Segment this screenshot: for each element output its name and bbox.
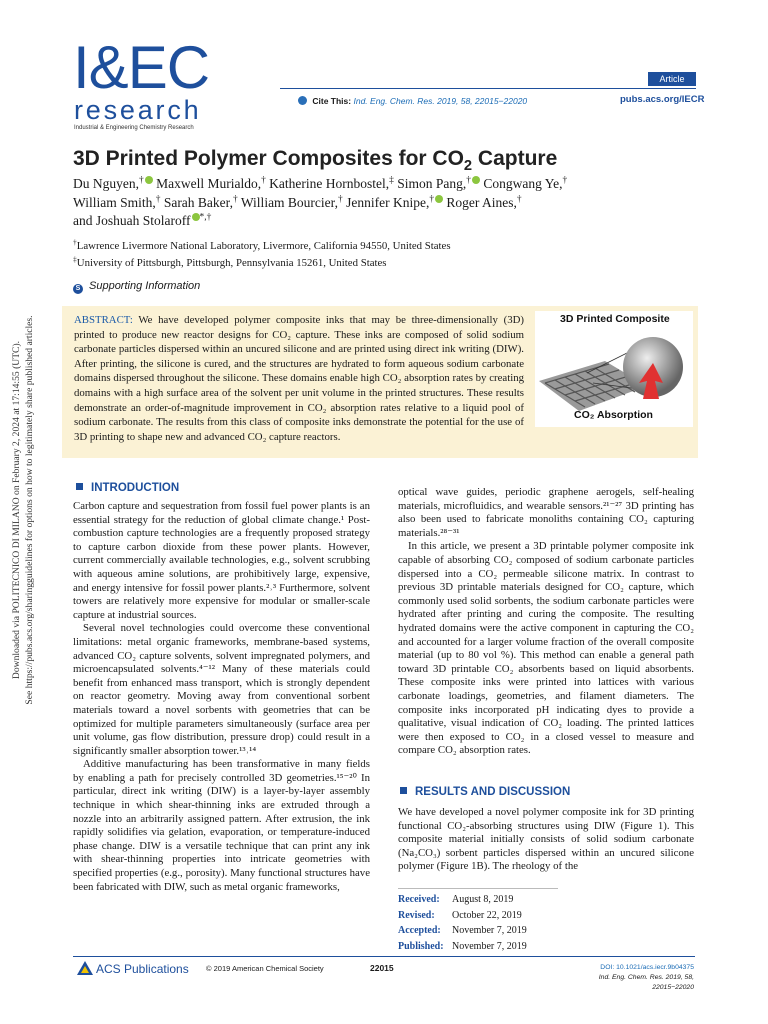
- article-dates: [398, 892, 527, 954]
- affiliation: ‡University of Pittsburgh, Pittsburgh, Pennsylvania 15261, United States: [73, 254, 387, 269]
- paragraph: Several novel technologies could overcome these conventional limitations: metal organic frameworks, membrane-based systems, advanced CO₂ capture solvents, solvent impregnated polymers, and microencapsulated solvents.⁴⁻¹² Many of these materials could benefit from enhanced mass transport, which is strongly dependent on reactor geometry. Moving away from conventional sorbent materials toward a novel sorbents with geometries that can be optimized for multiple parameters simultaneously (surface area per unit volume, gas flow distribution, pressure drop) could result in a significantly smaller absorption tower.¹³˒¹⁴: [73, 622, 370, 757]
- doi-block: [560, 963, 694, 993]
- orcid-icon[interactable]: [192, 213, 200, 221]
- download-notice-line2: See https://pubs.acs.org/sharingguidelines for options on how to legitimately share published articles.: [24, 315, 35, 705]
- right-column: [398, 486, 694, 758]
- orcid-icon[interactable]: [472, 176, 480, 184]
- article-title: 3D Printed Polymer Composites for $CO_2$ Capture: [73, 147, 558, 175]
- paragraph: Carbon capture and sequestration from fossil fuel power plants is an essential strategy for the reduction of global climate change.¹ Post-combustion capture technologies are a frequently proposed strategy to capture carbon dioxide from these power plants. However, current commercially available technologies, e.g., solvent scrubbing with aqueous amine solutions, are prohibitively large, expensive, and energy intensive for fossil power plants.²˒³ Furthermore, solvent towers are relatively more expensive for modular or smaller-scale capture at industrial sources.: [73, 500, 370, 621]
- author[interactable]: William Smith,: [73, 194, 156, 210]
- cite-icon: [298, 96, 307, 105]
- date-received: Received: August 8, 2019: [398, 894, 514, 905]
- paragraph: In this article, we present a 3D printable polymer composite ink capable of absorbing CO₂ composed of sodium carbonate particles dispersed into a CO₂ permeable silicone matrix. In contrast to previous 3D printable materials designed for CO₂ capture, which commonly used solid sorbents, the sodium carbonate particles were hydrated after printing and curing the composite. The resulting hydrated domains were the active component in capturing the CO₂ and accounted for a larger volume fraction of the overall composite material (up to 80 vol %). This method can enable a general path toward 3D printable CO₂ absorbents based on liquid absorbents. These composite inks were printed into lattices with various carbonate loadings, geometries, and filament diameters. The composite inks incorporated pH indicating dyes to provide a qualitative, visual indication of CO₂ loading. The printed lattices were then exposed to CO₂ in a closed vessel to measure and compare CO₂ absorption rates.: [398, 540, 694, 757]
- author[interactable]: Maxwell Murialdo,: [156, 176, 262, 191]
- toc-title: 3D Printed Composite: [560, 313, 670, 325]
- section-square-icon: [76, 483, 83, 490]
- author[interactable]: Katherine Hornbostel,: [269, 176, 390, 191]
- abstract-label: ABSTRACT:: [74, 314, 133, 326]
- article-type-badge: Article: [648, 72, 696, 86]
- cite-text[interactable]: Ind. Eng. Chem. Res. 2019, 58, 22015−22020: [353, 96, 528, 106]
- results-column: [398, 806, 694, 874]
- abstract-text: We have developed polymer composite inks that may be three-dimensionally (3D) printed to produce new reactor designs for CO₂ capture. These inks are composed of solid sodium carbonate particles dispersed within an uncured silicone and are printed using direct ink writing (DIW). After printing, the silicone is cured, and the structures are hydrated to form aqueous sodium carbonate domains dispersed throughout the silicone. These domains enable high CO₂ absorption rates by creating domains with a high surface area of the solvent per unit volume in the printed structures. These results demonstrate an order-of-magnitude improvement in CO₂ absorption rates relative to a liquid pool of sodium carbonate. The results from this class of composite inks demonstrate the potential for the use of 3D printing to shape new and advanced CO₂ capture reactors.: [74, 314, 524, 443]
- affiliation: †Lawrence Livermore National Laboratory, Livermore, California 94550, United States: [73, 237, 451, 252]
- header-rule: [280, 88, 696, 89]
- author[interactable]: Congwang Ye,: [483, 176, 563, 191]
- section-square-icon: [400, 787, 407, 794]
- paragraph: We have developed a novel polymer composite ink for 3D printing functional CO₂-absorbing structures using DIW (Figure 1). This composite material initially consists of solid sodium carbonate (Na₂CO₃) sorbent particles dispersed within an uncured silicone polymer (Figure 1B). The rheology of the: [398, 806, 694, 873]
- author[interactable]: Simon Pang,: [397, 176, 467, 191]
- section-heading-results: RESULTS AND DISCUSSION: [400, 786, 570, 798]
- journal-logo: I&EC: [73, 34, 210, 101]
- page-number: 22015: [370, 963, 394, 973]
- dates-rule: [398, 888, 558, 889]
- paragraph: optical wave guides, periodic graphene aerogels, self-healing materials, microfluidics, and wearable sensors.²¹⁻²⁷ 3D printing has also been used to fabricate monoliths containing CO₂ capturing materials.²⁸⁻³¹: [398, 486, 694, 539]
- journal-url-link[interactable]: pubs.acs.org/IECR: [620, 94, 705, 105]
- author[interactable]: Jennifer Knipe,: [346, 194, 430, 210]
- supporting-info-icon: S: [73, 284, 83, 294]
- supporting-info-link[interactable]: S Supporting Information: [73, 280, 200, 294]
- doi-link[interactable]: DOI: 10.1021/acs.iecr.9b04375: [600, 964, 694, 971]
- footer-rule: [73, 956, 695, 957]
- section-heading-introduction: INTRODUCTION: [76, 482, 179, 494]
- cite-this[interactable]: [298, 96, 527, 106]
- author[interactable]: and Joshuah Stolaroff: [73, 213, 191, 228]
- author[interactable]: Du Nguyen,: [73, 176, 139, 191]
- date-published: Published: November 7, 2019: [398, 940, 527, 952]
- author-list: Du Nguyen,† Maxwell Murialdo,† Katherine Hornbostel,‡ Simon Pang,† Congwang Ye,† William Smith,† Sarah Baker,† William Bourcier,† Jennifer Knipe,† Roger Aines,† and Joshuah Stolaroff *,†: [73, 175, 568, 228]
- publisher-name[interactable]: ACS Publications: [96, 962, 189, 976]
- author[interactable]: Sarah Baker,: [163, 194, 233, 210]
- abstract: [74, 313, 524, 444]
- acs-logo-icon: [76, 960, 94, 981]
- copyright: © 2019 American Chemical Society: [206, 964, 324, 973]
- journal-logo-sub: research: [74, 95, 202, 125]
- orcid-icon[interactable]: [145, 176, 153, 184]
- date-revised: Revised: October 22, 2019: [398, 909, 522, 921]
- left-column: [73, 500, 370, 894]
- toc-caption: CO₂ Absorption: [574, 409, 653, 421]
- affiliations: [73, 238, 451, 272]
- download-notice-line1: Downloaded via POLITECNICO DI MILANO on February 2, 2024 at 17:14:55 (UTC).: [11, 340, 22, 680]
- date-accepted: Accepted: November 7, 2019: [398, 925, 527, 936]
- footer-citation: Ind. Eng. Chem. Res. 2019, 58, 22015−22020: [598, 974, 694, 991]
- journal-logo-tagline: Industrial & Engineering Chemistry Research: [74, 125, 194, 131]
- author[interactable]: William Bourcier,: [240, 194, 338, 210]
- cite-label: Cite This:: [312, 96, 352, 106]
- download-notice: [8, 300, 44, 720]
- paragraph: Additive manufacturing has been transformative in many fields by enabling a path for precisely controlled 3D geometries.¹⁵⁻²⁰ In particular, direct ink writing (DIW) is a layer-by-layer assembly technique in which shear-thinning inks are extruded through a nozzle into an arbitrarily assigned pattern. After extrusion, the ink rapidly solidifies via gelation, evaporation, or temperature-induced phase change. DIW is a versatile technique that can print any ink with shear-thinning properties into intricate geometries with specified properties (e.g., porosity). Many functional structures have been fabricated with DIW, such as metal organic frameworks,: [73, 758, 370, 893]
- orcid-icon[interactable]: [435, 195, 443, 203]
- author[interactable]: Roger Aines,: [446, 194, 517, 210]
